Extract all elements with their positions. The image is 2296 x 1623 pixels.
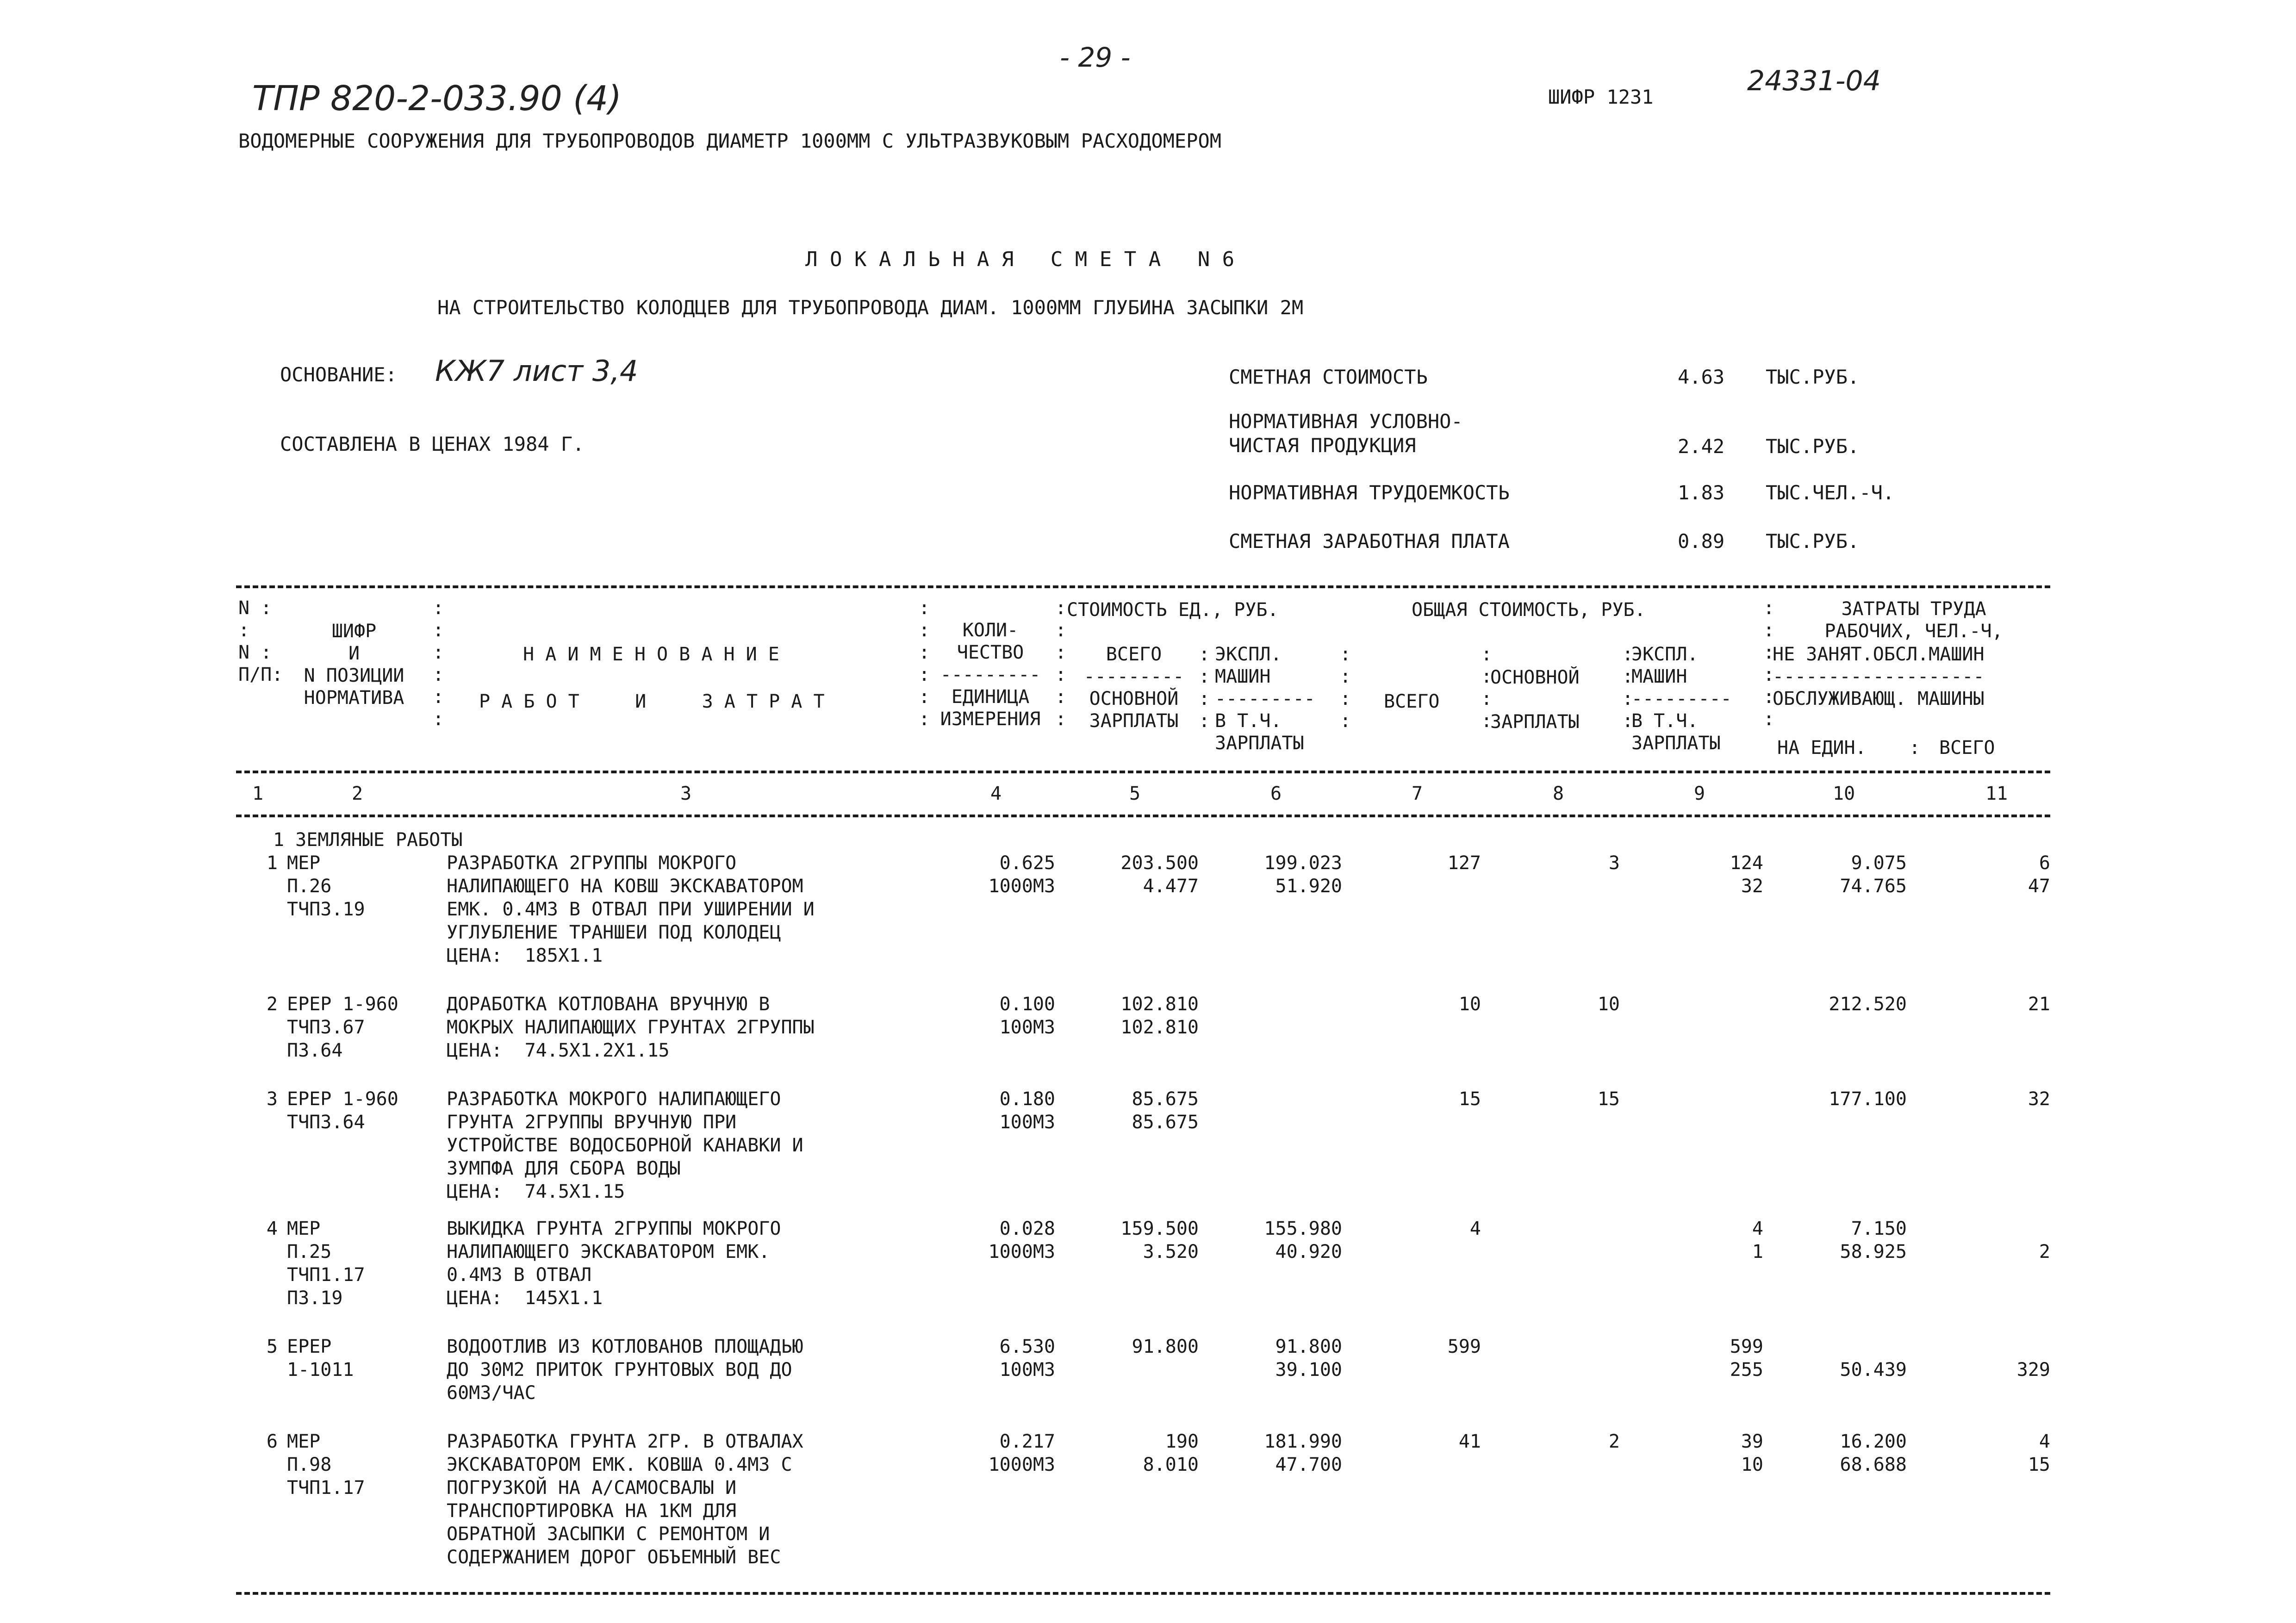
header-separator: : : : : (1340, 644, 1351, 732)
header-col9: ЭКСПЛ. МАШИН --------- В Т.Ч. ЗАРПЛАТЫ (1631, 644, 1732, 754)
document-subtitle: ВОДОМЕРНЫЕ СООРУЖЕНИЯ ДЛЯ ТРУБОПРОВОДОВ ДИАМЕТР 1000ММ С УЛЬТРАЗВУКОВЫМ РАСХОДОМЕРОМ (238, 130, 1222, 152)
summary-unit: ТЫС.РУБ. (1766, 366, 1860, 388)
row-code: ЕРЕР 1-960 ТЧП3.64 (287, 1088, 398, 1133)
basis-label: ОСНОВАНИЕ: (280, 363, 397, 386)
summary-unit: ТЫС.РУБ. (1766, 435, 1860, 458)
header-col5: ВСЕГО --------- ОСНОВНОЙ ЗАРПЛАТЫ (1083, 644, 1184, 732)
numbers-rule (236, 815, 2050, 817)
row-code: ЕРЕР 1-1011 (287, 1336, 354, 1380)
column-number: 2 (352, 783, 363, 804)
row-total-machines: 4 1 (1752, 1218, 1763, 1262)
row-unit-total: 159.500 3.520 (1120, 1218, 1199, 1262)
header-col-name-b: Р А Б О Т И З А Т Р А Т (479, 691, 825, 712)
column-number: 7 (1412, 783, 1423, 804)
row-number: 5 (266, 1336, 278, 1357)
header-labor: ЗАТРАТЫ ТРУДА РАБОЧИХ, ЧЕЛ.-Ч, (1824, 598, 2003, 642)
row-qty: 0.625 1000М3 (988, 852, 1055, 897)
row-code: МЕР П.98 ТЧП1.17 (287, 1431, 365, 1499)
header-col-name-a: Н А И М Е Н О В А Н И Е (523, 644, 779, 665)
header-col-n: N : : N : П/П: (238, 597, 283, 685)
row-code: МЕР П.25 ТЧП1.17 П3.19 (287, 1218, 365, 1309)
header-unit-cost: СТОИМОСТЬ ЕД., РУБ. (1067, 599, 1279, 621)
row-qty: 0.217 1000М3 (988, 1431, 1055, 1475)
column-number: 11 (1985, 783, 2008, 804)
cipher-handwritten: 24331-04 (1747, 65, 1881, 97)
row-number: 4 (266, 1218, 278, 1239)
row-labor-unit: 177.100 (1829, 1088, 1907, 1110)
column-number: 5 (1129, 783, 1141, 804)
row-labor-unit: 50.439 (1840, 1359, 1907, 1380)
row-unit-total: 91.800 (1132, 1336, 1199, 1357)
row-unit-total: 190 8.010 (1143, 1431, 1199, 1475)
row-name: ДОРАБОТКА КОТЛОВАНА ВРУЧНУЮ В МОКРЫХ НАЛИПАЮЩИХ ГРУНТАХ 2ГРУППЫ ЦЕНА: 74.5Х1.2Х1.15 (447, 994, 815, 1061)
row-name: РАЗРАБОТКА МОКРОГО НАЛИПАЮЩЕГО ГРУНТА 2ГРУППЫ ВРУЧНУЮ ПРИ УСТРОЙСТВЕ ВОДОСБОРНОЙ КАНАВКИ И ЗУМПФА ДЛЯ СБОРА ВОДЫ ЦЕНА: 74.5Х1.15 (447, 1088, 803, 1202)
row-total: 599 (1447, 1336, 1481, 1357)
header-separator: : : : : : : (433, 597, 444, 730)
row-number: 6 (266, 1431, 278, 1452)
header-col-qty: КОЛИ- ЧЕСТВО --------- ЕДИНИЦА ИЗМЕРЕНИЯ (940, 620, 1041, 730)
row-number: 2 (266, 994, 278, 1015)
header-col8: ОСНОВНОЙ ЗАРПЛАТЫ (1490, 667, 1580, 733)
row-name: РАЗРАБОТКА ГРУНТА 2ГР. В ОТВАЛАХ ЭКСКАВАТОРОМ ЕМК. КОВША 0.4М3 С ПОГРУЗКОЙ НА А/САМОСВАЛЫ И ТРАНСПОРТИРОВКА НА 1КМ ДЛЯ ОБРАТНОЙ ЗАСЫПКИ С РЕМОНТОМ И СОДЕРЖАНИЕМ ДОРОГ ОБЪЕМНЫЙ ВЕС (447, 1431, 803, 1568)
table-bottom-rule (236, 1592, 2050, 1595)
row-unit-total: 102.810 102.810 (1120, 994, 1199, 1038)
summary-label: НОРМАТИВНАЯ УСЛОВНО- ЧИСТАЯ ПРОДУКЦИЯ (1229, 410, 1463, 457)
row-total: 15 (1458, 1088, 1481, 1110)
row-total-wages: 10 (1597, 994, 1620, 1015)
row-unit-machines: 181.990 47.700 (1264, 1431, 1342, 1475)
header-col6: ЭКСПЛ. МАШИН --------- В Т.Ч. ЗАРПЛАТЫ (1215, 644, 1315, 754)
row-unit-total: 203.500 4.477 (1120, 852, 1199, 897)
row-total-machines: 39 10 (1741, 1431, 1763, 1475)
row-total-machines: 599 255 (1730, 1336, 1763, 1380)
header-col-code: ШИФР И N ПОЗИЦИИ НОРМАТИВА (304, 621, 404, 709)
column-number: 1 (252, 783, 264, 804)
summary-label: НОРМАТИВНАЯ ТРУДОЕМКОСТЬ (1229, 481, 1510, 504)
table-top-rule (236, 585, 2050, 588)
header-col11: ВСЕГО (1939, 737, 1995, 759)
row-labor-total: 6 47 (2028, 852, 2050, 897)
row-qty: 0.180 100М3 (999, 1088, 1055, 1133)
cipher-label: ШИФР 1231 (1548, 86, 1654, 108)
row-total-wages: 2 (1608, 1431, 1620, 1452)
header-col10: НА ЕДИН. (1777, 737, 1867, 759)
header-separator: : : : : : : (1055, 597, 1067, 730)
column-number: 9 (1694, 783, 1705, 804)
row-number: 1 (266, 852, 278, 874)
row-labor-total: 4 15 (2028, 1431, 2050, 1475)
prices-note: СОСТАВЛЕНА В ЦЕНАХ 1984 Г. (280, 433, 585, 455)
summary-value: 0.89 (1678, 530, 1725, 553)
row-unit-machines: 155.980 40.920 (1264, 1218, 1342, 1262)
row-name: ВЫКИДКА ГРУНТА 2ГРУППЫ МОКРОГО НАЛИПАЮЩЕГО ЭКСКАВАТОРОМ ЕМК. 0.4М3 В ОТВАЛ ЦЕНА: 145Х1.1 (447, 1218, 781, 1309)
row-labor-total: 21 (2028, 994, 2050, 1015)
summary-value: 4.63 (1678, 366, 1725, 388)
row-number: 3 (266, 1088, 278, 1110)
header-rule (236, 771, 2050, 773)
row-labor-total: 32 (2028, 1088, 2050, 1110)
column-number: 6 (1270, 783, 1282, 804)
row-unit-machines: 91.800 39.100 (1275, 1336, 1342, 1380)
row-qty: 6.530 100М3 (999, 1336, 1055, 1380)
row-total-wages: 15 (1597, 1088, 1620, 1110)
row-code: МЕР П.26 ТЧП3.19 (287, 852, 365, 920)
row-labor-unit: 7.150 58.925 (1840, 1218, 1907, 1262)
summary-unit: ТЫС.РУБ. (1766, 530, 1860, 553)
row-labor-total: 2 (2039, 1241, 2050, 1262)
basis-value: КЖ7 лист 3,4 (435, 354, 638, 388)
page-number: - 29 - (1060, 42, 1131, 73)
header-separator: : : : : : : (919, 597, 930, 730)
header-separator: : : : : (1199, 644, 1210, 732)
row-qty: 0.100 100М3 (999, 994, 1055, 1038)
summary-value: 1.83 (1678, 481, 1725, 504)
summary-unit: ТЫС.ЧЕЛ.-Ч. (1766, 481, 1895, 504)
row-total-wages: 3 (1608, 852, 1620, 874)
row-qty: 0.028 1000М3 (988, 1218, 1055, 1262)
row-unit-total: 85.675 85.675 (1132, 1088, 1199, 1133)
estimate-subtitle: НА СТРОИТЕЛЬСТВО КОЛОДЦЕВ ДЛЯ ТРУБОПРОВОДА ДИАМ. 1000ММ ГЛУБИНА ЗАСЫПКИ 2М (437, 296, 1304, 319)
row-code: ЕРЕР 1-960 ТЧП3.67 П3.64 (287, 994, 398, 1061)
row-unit-machines: 199.023 51.920 (1264, 852, 1342, 897)
summary-label: СМЕТНАЯ СТОИМОСТЬ (1229, 366, 1428, 388)
row-name: РАЗРАБОТКА 2ГРУППЫ МОКРОГО НАЛИПАЮЩЕГО НА КОВШ ЭКСКАВАТОРОМ ЕМК. 0.4М3 В ОТВАЛ ПРИ УШИРЕНИИ И УГЛУБЛЕНИЕ ТРАНШЕИ ПОД КОЛОДЕЦ ЦЕНА: 185Х1.1 (447, 852, 815, 966)
section-title: 1 ЗЕМЛЯНЫЕ РАБОТЫ (273, 829, 463, 851)
column-number: 4 (990, 783, 1002, 804)
column-number: 10 (1833, 783, 1855, 804)
summary-label: СМЕТНАЯ ЗАРАБОТНАЯ ПЛАТА (1229, 530, 1510, 553)
header-total-cost: ОБЩАЯ СТОИМОСТЬ, РУБ. (1412, 599, 1646, 621)
row-name: ВОДООТЛИВ ИЗ КОТЛОВАНОВ ПЛОЩАДЬЮ ДО 30М2 ПРИТОК ГРУНТОВЫХ ВОД ДО 60М3/ЧАС (447, 1336, 803, 1404)
column-number: 8 (1553, 783, 1564, 804)
project-code: ТПР 820-2-033.90 (4) (252, 79, 622, 118)
row-labor-unit: 16.200 68.688 (1840, 1431, 1907, 1475)
header-separator: : : : : : : (1763, 597, 1775, 730)
header-separator: : : : : (1622, 644, 1634, 732)
row-total: 41 (1458, 1431, 1481, 1452)
header-col7: ВСЕГО (1384, 691, 1440, 712)
header-separator: : (1909, 737, 1921, 759)
row-labor-unit: 212.520 (1829, 994, 1907, 1015)
row-labor-unit: 9.075 74.765 (1840, 852, 1907, 897)
row-labor-total: 329 (2016, 1359, 2050, 1380)
row-total: 10 (1458, 994, 1481, 1015)
header-separator: : : : : (1481, 644, 1493, 732)
row-total: 4 (1469, 1218, 1481, 1239)
estimate-title: Л О К А Л Ь Н А Я С М Е Т А N 6 (805, 248, 1235, 271)
row-total: 127 (1447, 852, 1481, 874)
summary-value: 2.42 (1678, 435, 1725, 458)
header-labor-split: НЕ ЗАНЯТ.ОБСЛ.МАШИН ------------------- ОБСЛУЖИВАЮЩ. МАШИНЫ (1773, 644, 1985, 709)
row-total-machines: 124 32 (1730, 852, 1763, 897)
column-number: 3 (680, 783, 692, 804)
